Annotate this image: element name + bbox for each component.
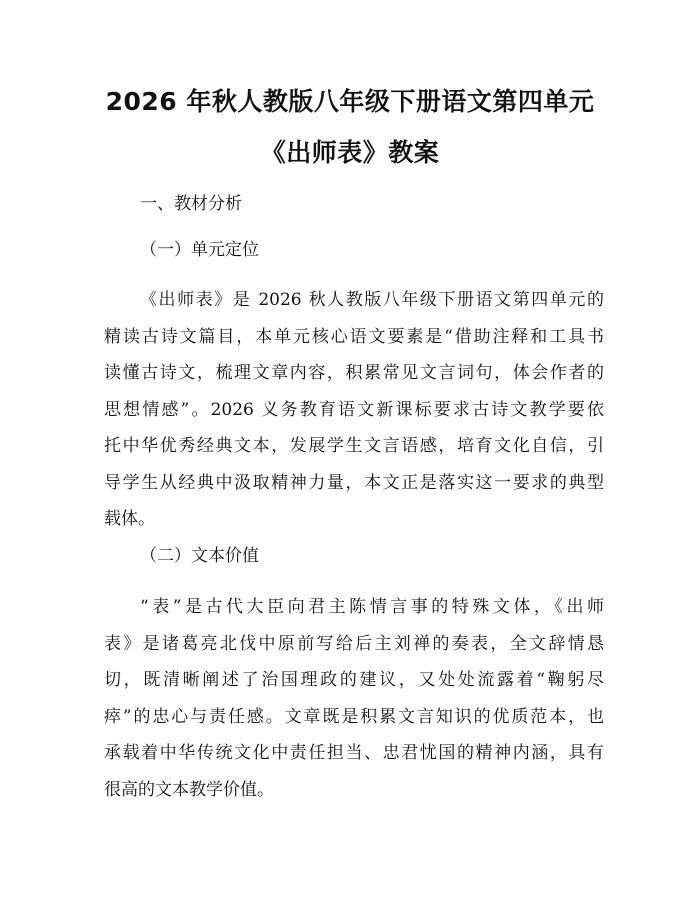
paragraph-line: 切，既清晰阐述了治国理政的建议，又处处流露着“鞠躬尽 [104,670,604,690]
document-title-line-2: 《出师表》教案 [260,138,440,167]
subsection-heading-text-value: （二）文本价值 [140,546,259,566]
paragraph-line: 表》是诸葛亮北伐中原前写给后主刘禅的奏表，全文辞情恳 [104,633,604,654]
paragraph-line: 《出师表》是 2026 秋人教版八年级下册语文第四单元的 [140,290,604,310]
paragraph-line: 托中华优秀经典文本，发展学生文言语感，培育文化自信，引 [104,436,604,456]
section-heading-textbook-analysis: 一、教材分析 [140,194,242,214]
paragraph-text-value [104,589,604,808]
paragraph-line: 思想情感”。2026 义务教育语文新课标要求古诗文教学要依 [104,399,604,420]
paragraph-unit-positioning [104,282,604,538]
subsection-heading-unit-positioning: （一）单元定位 [140,240,259,260]
paragraph-line: 精读古诗文篇目，本单元核心语文要素是“借助注释和工具书 [104,326,604,347]
paragraph-line: 导学生从经典中汲取精神力量，本文正是落实这一要求的典型 [104,472,604,493]
paragraph-line: 载体。 [104,509,155,529]
paragraph-line: 很高的文本教学价值。 [104,779,274,800]
paragraph-line: “表”是古代大臣向君主陈情言事的特殊文体，《出师 [140,597,604,617]
paragraph-line: 瘁”的忠心与责任感。文章既是积累文言知识的优质范本，也 [104,706,604,727]
paragraph-line: 承载着中华传统文化中责任担当、忠君忧国的精神内涵，具有 [104,743,604,763]
paragraph-line: 读懂古诗文，梳理文章内容，积累常见文言词句，体会作者的 [104,363,604,383]
document-title-line-1: 2026 年秋人教版八年级下册语文第四单元 [105,87,595,116]
